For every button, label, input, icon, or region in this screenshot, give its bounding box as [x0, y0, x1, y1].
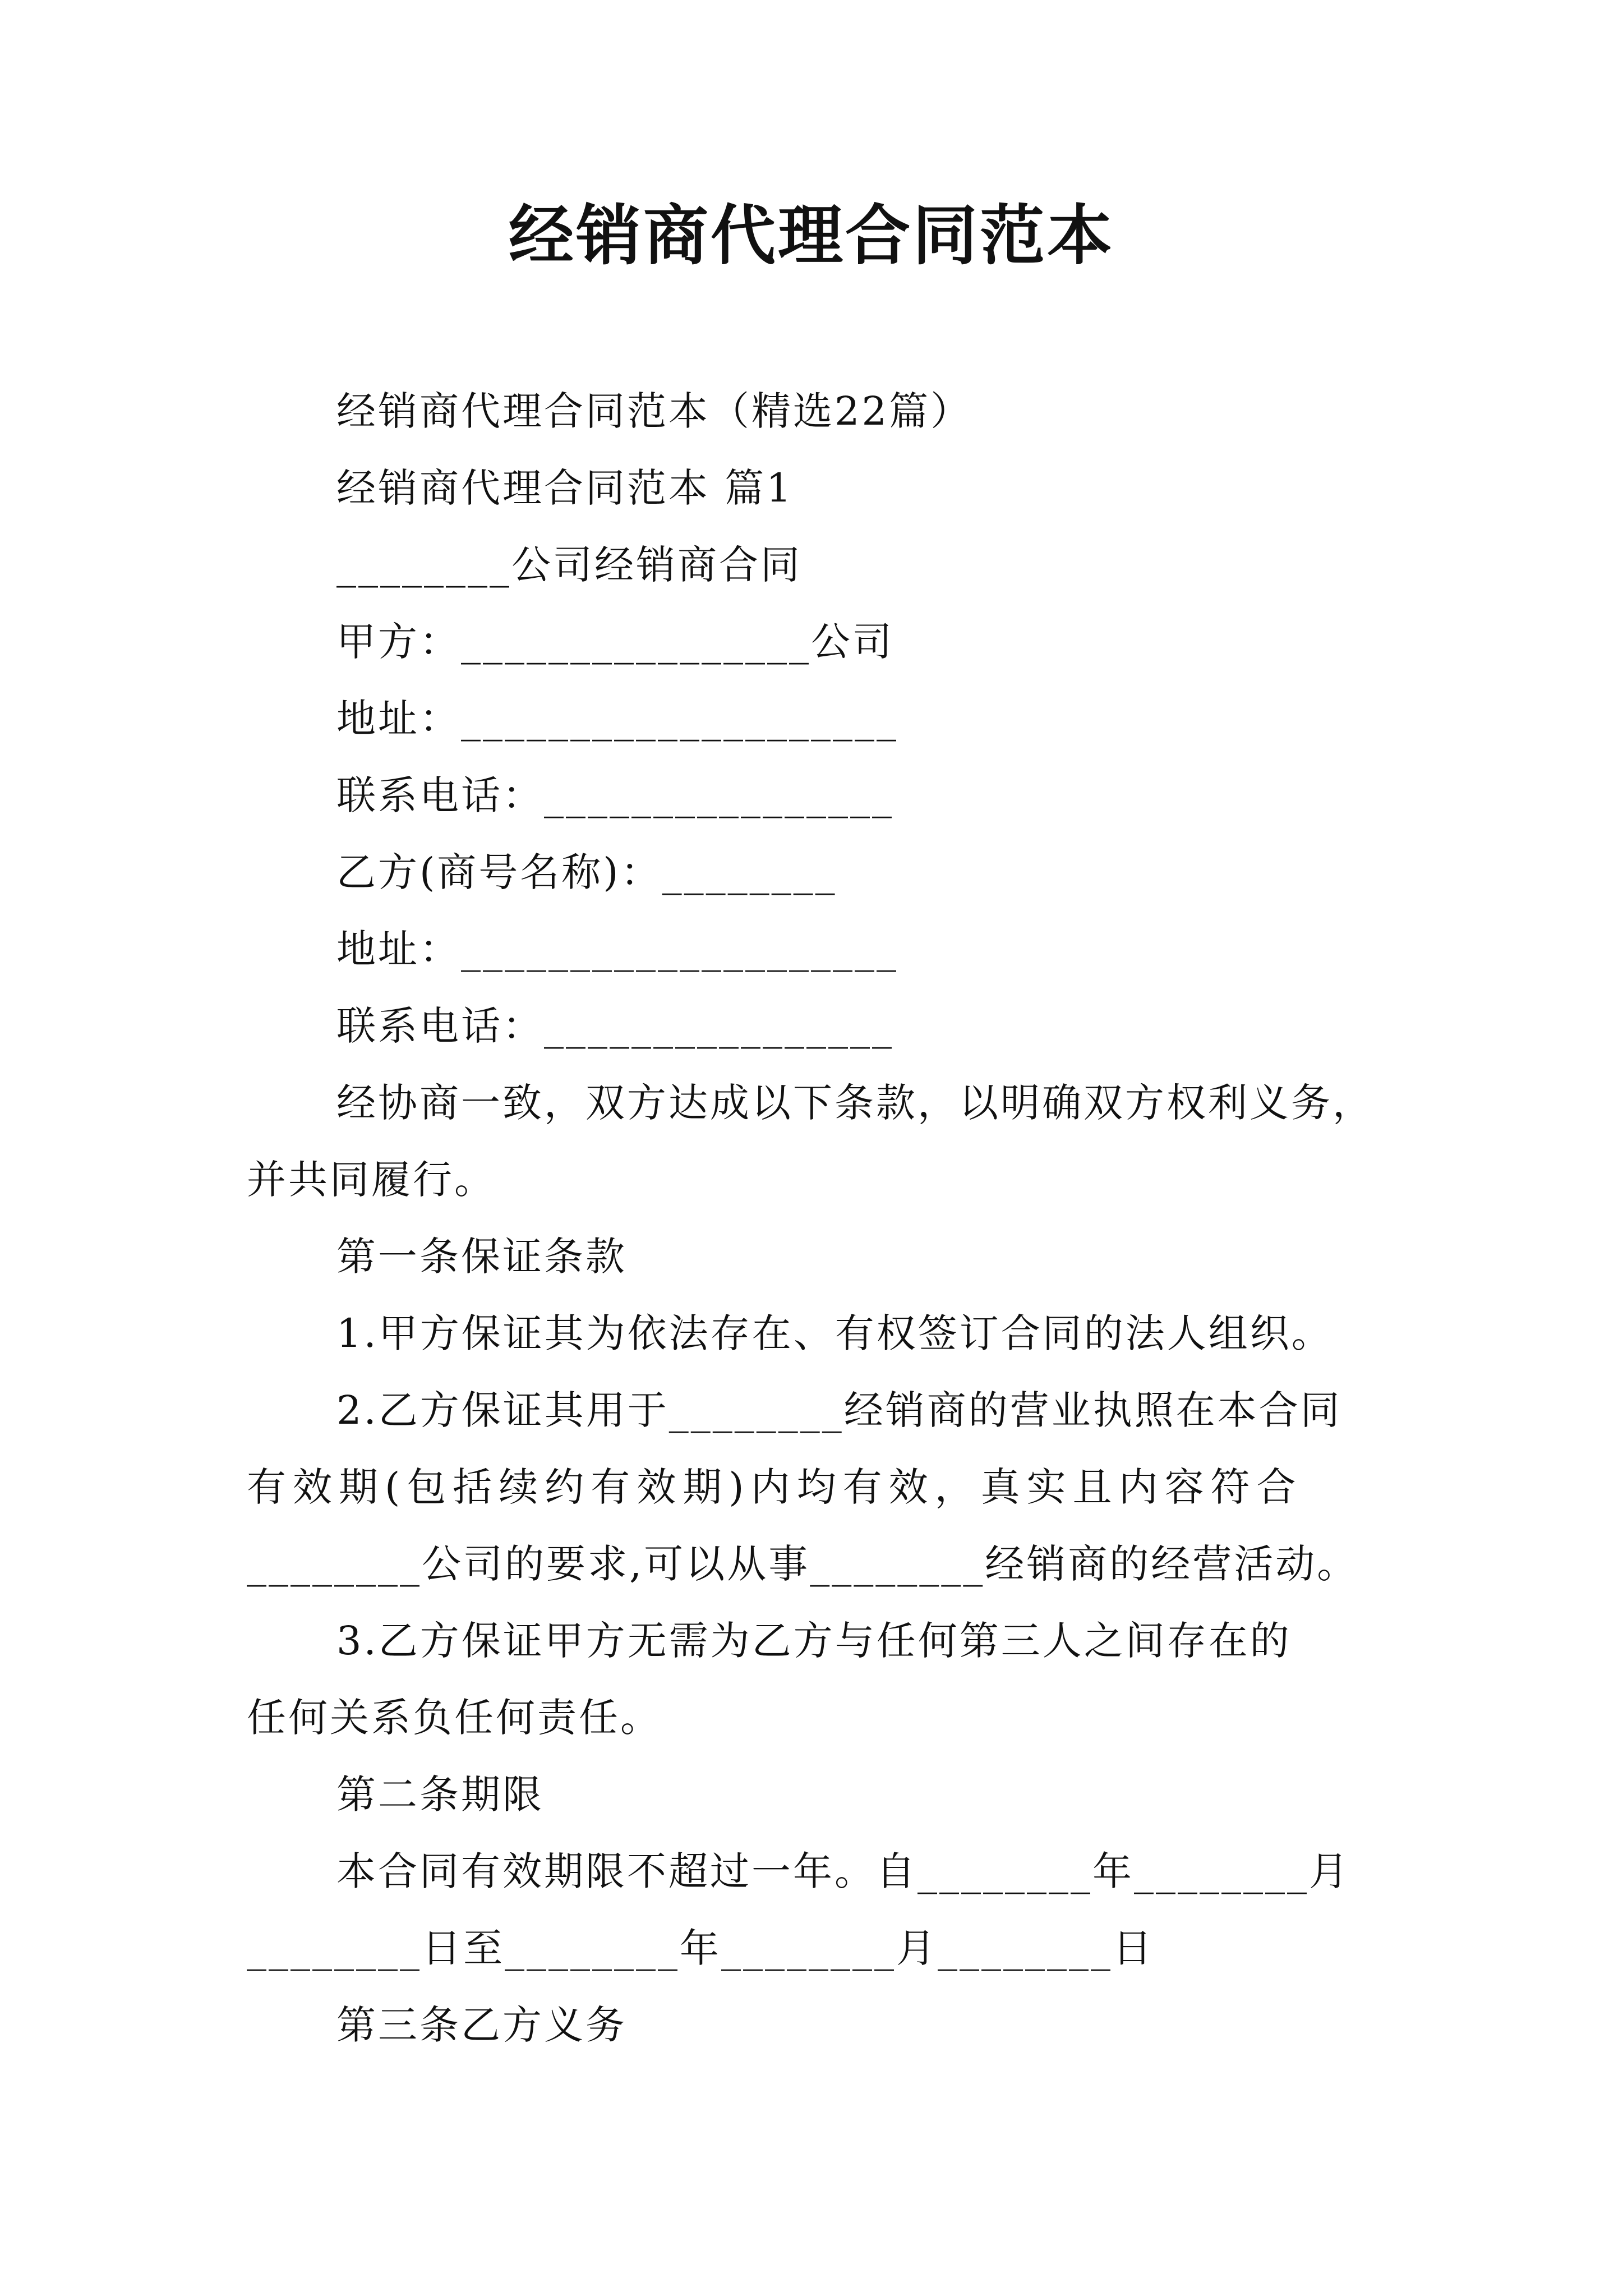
body-line-subtitle: 经销商代理合同范本（精选22篇） — [336, 388, 972, 434]
document-body — [247, 373, 1380, 2064]
body-line-party-a-phone: 联系电话：________________ — [336, 772, 894, 818]
document-title: 经销商代理合同范本 — [509, 197, 1114, 274]
body-line-article-1-heading: 第一条保证条款 — [336, 1234, 627, 1280]
body-line-section-heading: 经销商代理合同范本 篇1 — [336, 465, 794, 511]
body-line-party-b-address: 地址：____________________ — [336, 926, 898, 972]
body-line-party-a-address: 地址：____________________ — [336, 696, 898, 742]
body-line-contract-name: ________公司经销商合同 — [336, 542, 802, 588]
body-line-article-2-term-cont: ________日至________年________月________日 — [247, 1925, 1154, 1971]
body-line-article-2-term: 本合同有效期限不超过一年。自________年________月 — [336, 1848, 1350, 1894]
body-line-article-3-heading: 第三条乙方义务 — [336, 2002, 627, 2048]
body-line-article-1-item-3: 3.乙方保证甲方无需为乙方与任何第三人之间存在的 — [336, 1618, 1292, 1664]
body-line-agreement-intro-cont: 并共同履行。 — [247, 1157, 496, 1203]
body-line-article-1-item-2: 2.乙方保证其用于________经销商的营业执照在本合同 — [336, 1387, 1342, 1433]
body-line-article-1-item-1: 1.甲方保证其为依法存在、有权签订合同的法人组织。 — [336, 1310, 1333, 1356]
body-line-article-1-item-3-cont: 任何关系负任何责任。 — [247, 1695, 662, 1741]
body-line-article-1-item-2-cont: 有效期(包括续约有效期)内均有效，真实且内容符合 — [247, 1464, 1303, 1510]
body-line-article-2-heading: 第二条期限 — [336, 1772, 544, 1818]
body-line-agreement-intro: 经协商一致，双方达成以下条款，以明确双方权利义务， — [336, 1080, 1374, 1126]
body-line-party-b: 乙方(商号名称)：________ — [336, 849, 837, 895]
body-line-article-1-item-2-end: ________公司的要求,可以从事________经销商的经营活动。 — [247, 1541, 1359, 1587]
body-line-party-a: 甲方：________________公司 — [336, 619, 894, 665]
body-line-party-b-phone: 联系电话：________________ — [336, 1003, 894, 1049]
